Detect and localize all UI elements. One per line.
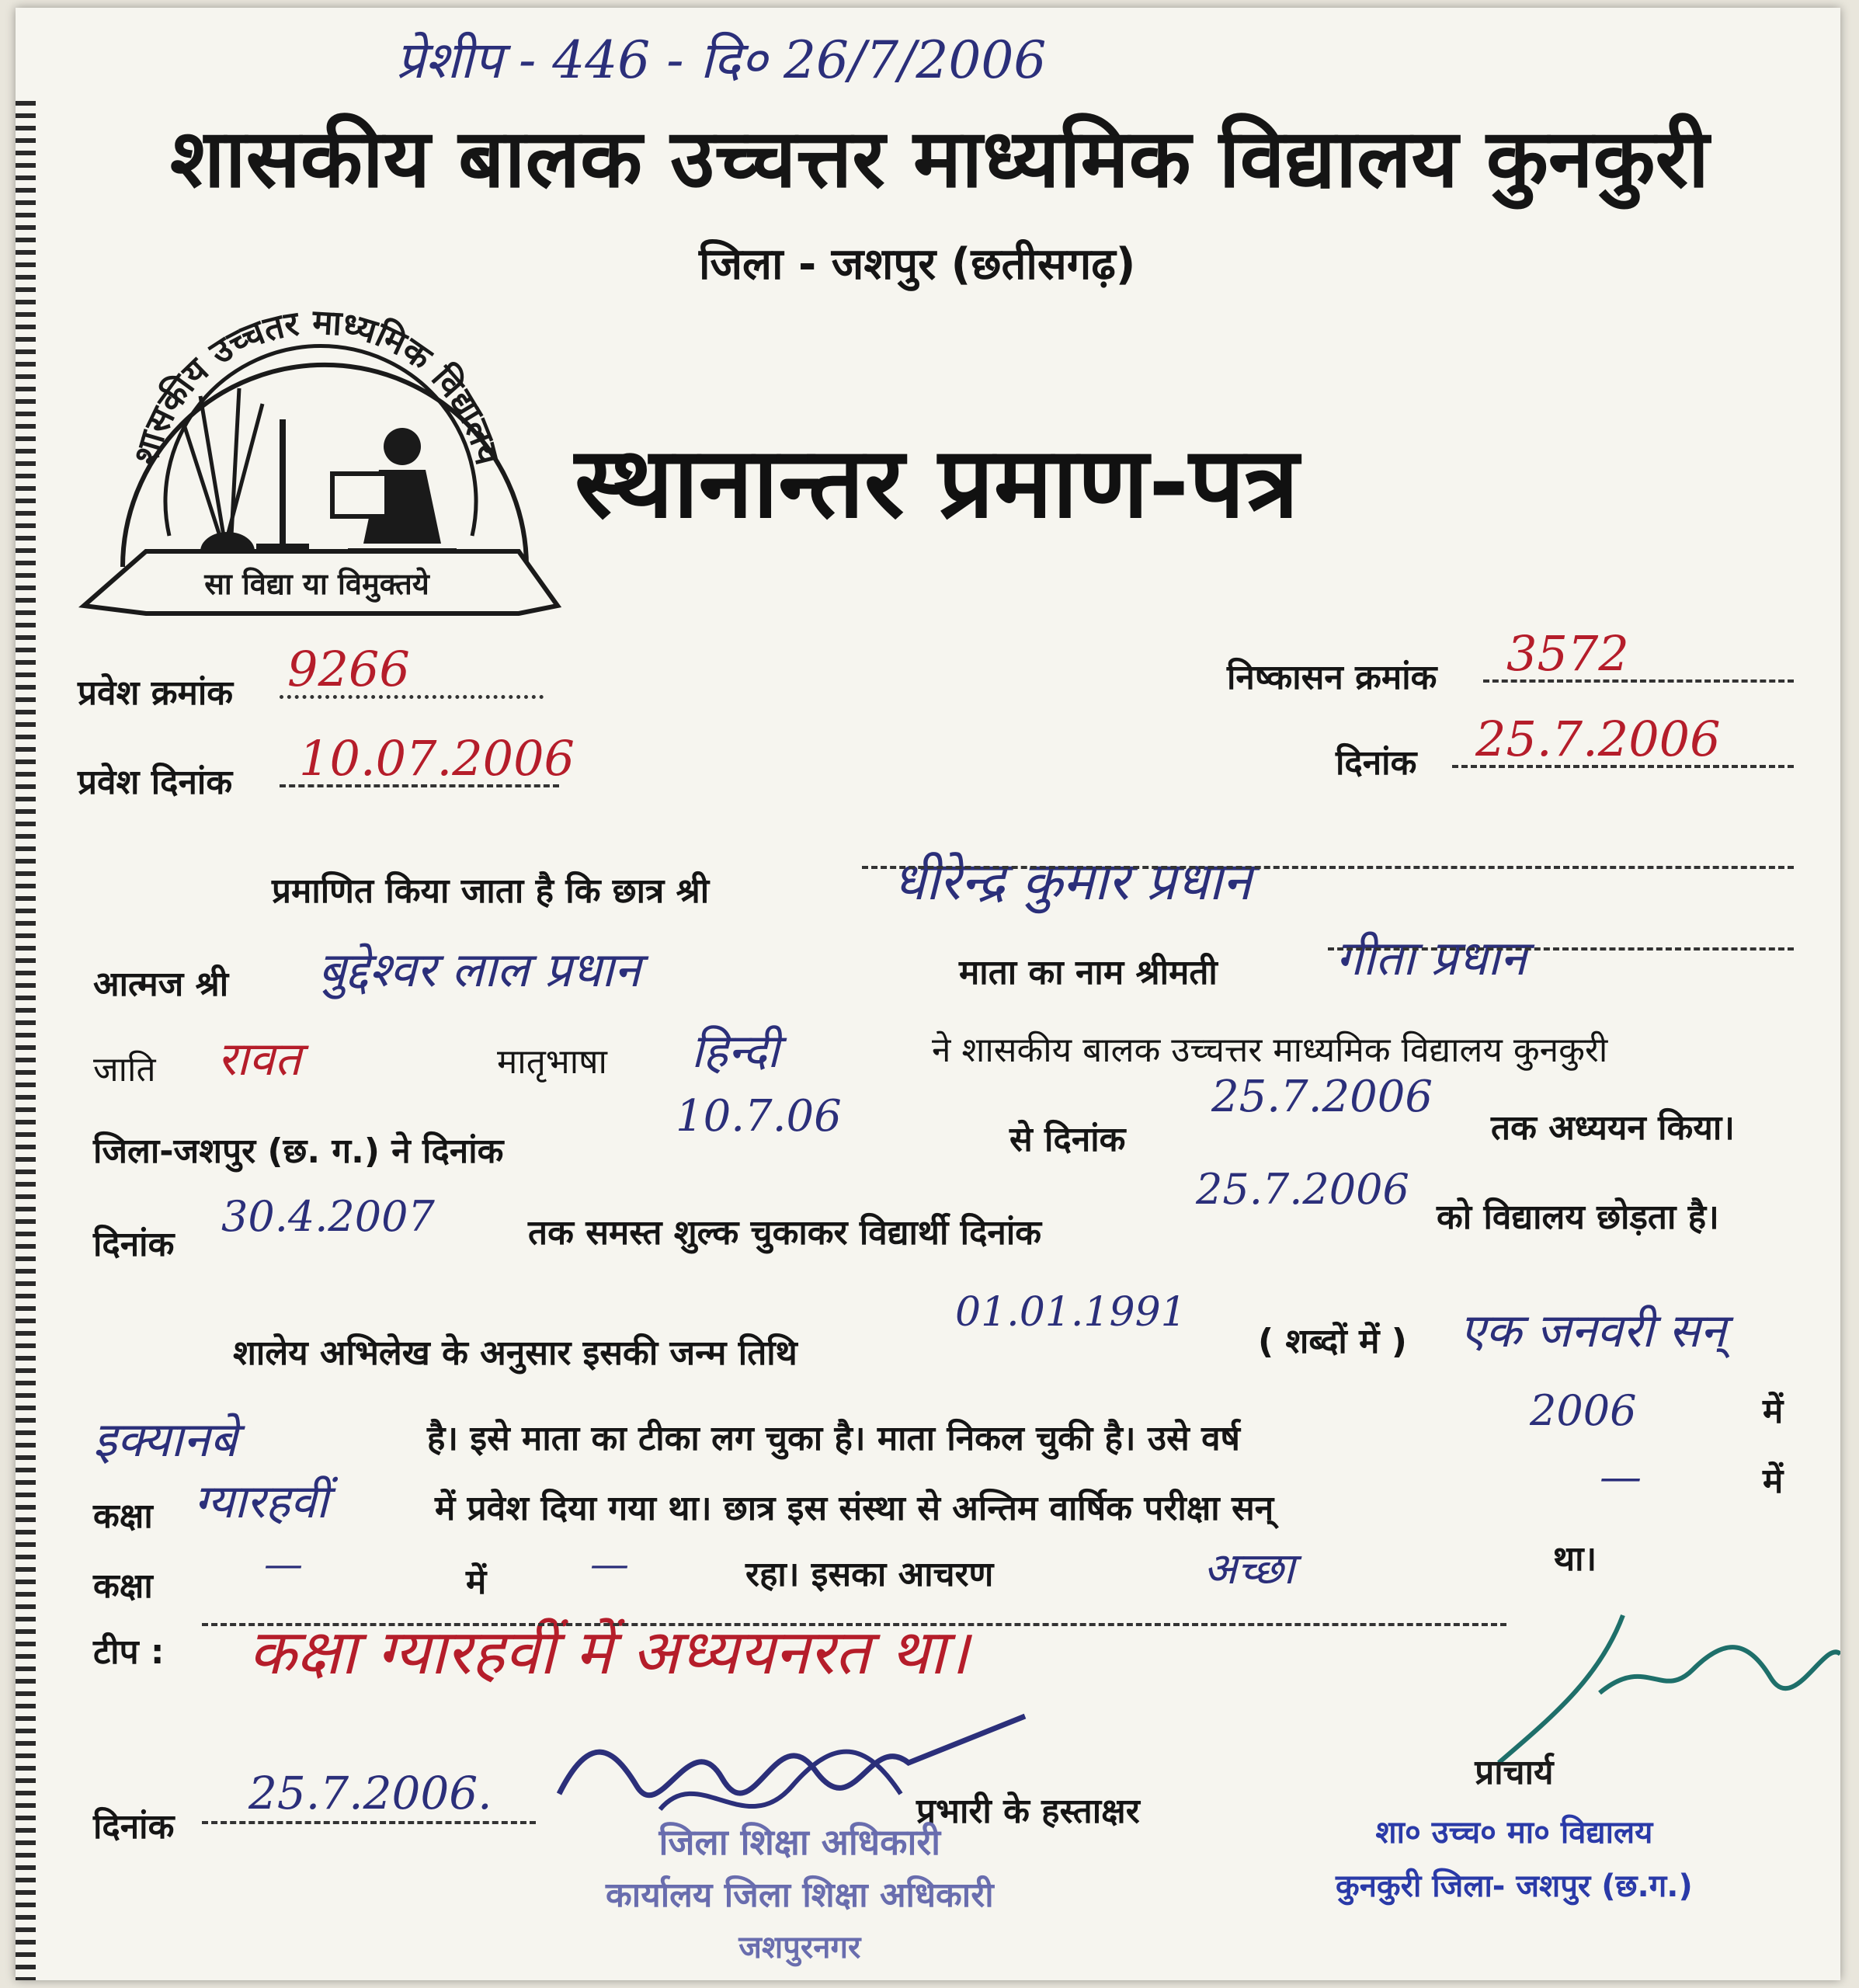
dob-words-2: इक्यानबे (93, 1411, 238, 1468)
mother-tongue-value: हिन्दी (691, 1024, 780, 1079)
reference-note: प्रेशीप - 446 - दि० 26/7/2006 (396, 30, 1047, 90)
caste-value: रावत (217, 1032, 301, 1086)
deo-stamp-line-3: जशपुरनगर (738, 1930, 861, 1965)
class-label-2: कक्षा (93, 1566, 153, 1606)
father-name: बुद्देश्वर लाल प्रधान (318, 941, 641, 998)
exam-text: में प्रवेश दिया गया था। छात्र इस संस्था से अन्तिम वार्षिक परीक्षा सन् (435, 1489, 1274, 1528)
deo-stamp-line-2: कार्यालय जिला शिक्षा अधिकारी (606, 1875, 994, 1915)
conduct-text: रहा। इसका आचरण (745, 1555, 994, 1594)
studied-text: तक अध्ययन किया। (1491, 1108, 1735, 1148)
admit-class: ग्यारहवीं (194, 1475, 328, 1529)
dob-text: शालेय अभिलेख के अनुसार इसकी जन्म तिथि (233, 1333, 797, 1373)
decorative-border (16, 101, 36, 1980)
leaving-date: 25.7.2006 (1196, 1165, 1409, 1214)
from-label: से दिनांक (1009, 1120, 1126, 1159)
principal-stamp-line-1: शा० उच्च० मा० विद्यालय (1375, 1815, 1653, 1851)
mother-label: माता का नाम श्रीमती (959, 953, 1218, 992)
admit-year: 2006 (1530, 1386, 1637, 1435)
remark-value: कक्षा ग्यारहवीं में अध्ययनरत था। (248, 1616, 969, 1688)
school-name: शासकीय बालक उच्चत्तर माध्यमिक विद्यालय कुनकुरी (169, 111, 1709, 206)
school-seal (53, 241, 581, 637)
withdrawal-number-label: निष्कासन क्रमांक (1227, 658, 1437, 697)
conduct-value: अच्छा (1204, 1544, 1295, 1594)
certificate-title: स्थानान्तर प्रमाण-पत्र (575, 426, 1299, 540)
withdrawal-date-label: दिनांक (1336, 743, 1417, 783)
mother-name: गीता प्रधान (1336, 930, 1527, 986)
in-words-label: ( शब्दों में ) (1258, 1322, 1407, 1361)
dob-value: 01.01.1991 (955, 1289, 1187, 1336)
school-line-text: ने शासकीय बालक उच्चत्तर माध्यमिक विद्यालय कुनकुरी (932, 1030, 1608, 1070)
remark-label: टीप : (93, 1632, 165, 1672)
seal-motto: सा विद्या या विमुक्तये (204, 567, 429, 601)
was-text: था। (1553, 1539, 1597, 1579)
certify-text: प्रमाणित किया जाता है कि छात्र श्री (272, 871, 710, 911)
father-label: आत्मज श्री (93, 964, 229, 1004)
fees-date-label: दिनांक (93, 1225, 175, 1264)
withdrawal-number-value: 3572 (1506, 625, 1629, 682)
admission-date-value: 10.07.2006 (299, 730, 575, 787)
transfer-certificate (16, 8, 1840, 1980)
principal-title: प्राचार्य (1475, 1753, 1554, 1792)
admission-number-value: 9266 (287, 641, 410, 697)
study-to: 25.7.2006 (1211, 1072, 1433, 1122)
principal-stamp (1336, 1747, 1693, 1906)
exam-result: — (590, 1541, 629, 1587)
fees-paid-till: 30.4.2007 (221, 1192, 435, 1241)
mother-tongue-label: मातृभाषा (497, 1042, 607, 1082)
admission-number-label: प्रवेश क्रमांक (78, 673, 234, 713)
caste-label: जाति (93, 1050, 156, 1090)
in-charge-signature-label: प्रभारी के हस्ताक्षर (916, 1792, 1140, 1831)
student-name: धीरेन्द्र कुमार प्रधान (893, 851, 1252, 912)
in-label-right: में (1763, 1461, 1784, 1501)
principal-stamp-line-2: कुनकुरी जिला- जशपुर (छ.ग.) (1336, 1868, 1693, 1904)
in-label-2: में (466, 1562, 487, 1602)
withdrawal-date-value: 25.7.2006 (1475, 711, 1721, 767)
exam-class: — (264, 1541, 303, 1587)
footer-date-value: 25.7.2006. (248, 1767, 492, 1819)
exam-year: — (1600, 1452, 1642, 1501)
study-from: 10.7.06 (676, 1091, 842, 1142)
in-label: में (1763, 1392, 1784, 1431)
district-text: जिला-जशपुर (छ. ग.) ने दिनांक (93, 1131, 504, 1171)
footer-date-label: दिनांक (93, 1807, 175, 1847)
deo-stamp (606, 1817, 994, 1967)
leaving-text: को विद्यालय छोड़ता है। (1437, 1197, 1719, 1237)
class-label: कक्षा (93, 1496, 153, 1536)
fees-text: तक समस्त शुल्क चुकाकर विद्यार्थी दिनांक (528, 1213, 1042, 1253)
deo-stamp-line-1: जिला शिक्षा अधिकारी (658, 1821, 941, 1863)
dob-words-1: एक जनवरी सन् (1460, 1304, 1726, 1358)
vaccine-text: है। इसे माता का टीका लग चुका है। माता निकल चुकी है। उसे वर्ष (427, 1419, 1240, 1458)
seal-ring-text: शासकीय उच्चतर माध्यमिक विद्यालय (126, 302, 508, 469)
admission-date-label: प्रवेश दिनांक (78, 763, 233, 802)
district-line: जिला - जशपुर (छतीसगढ़) (699, 239, 1136, 290)
